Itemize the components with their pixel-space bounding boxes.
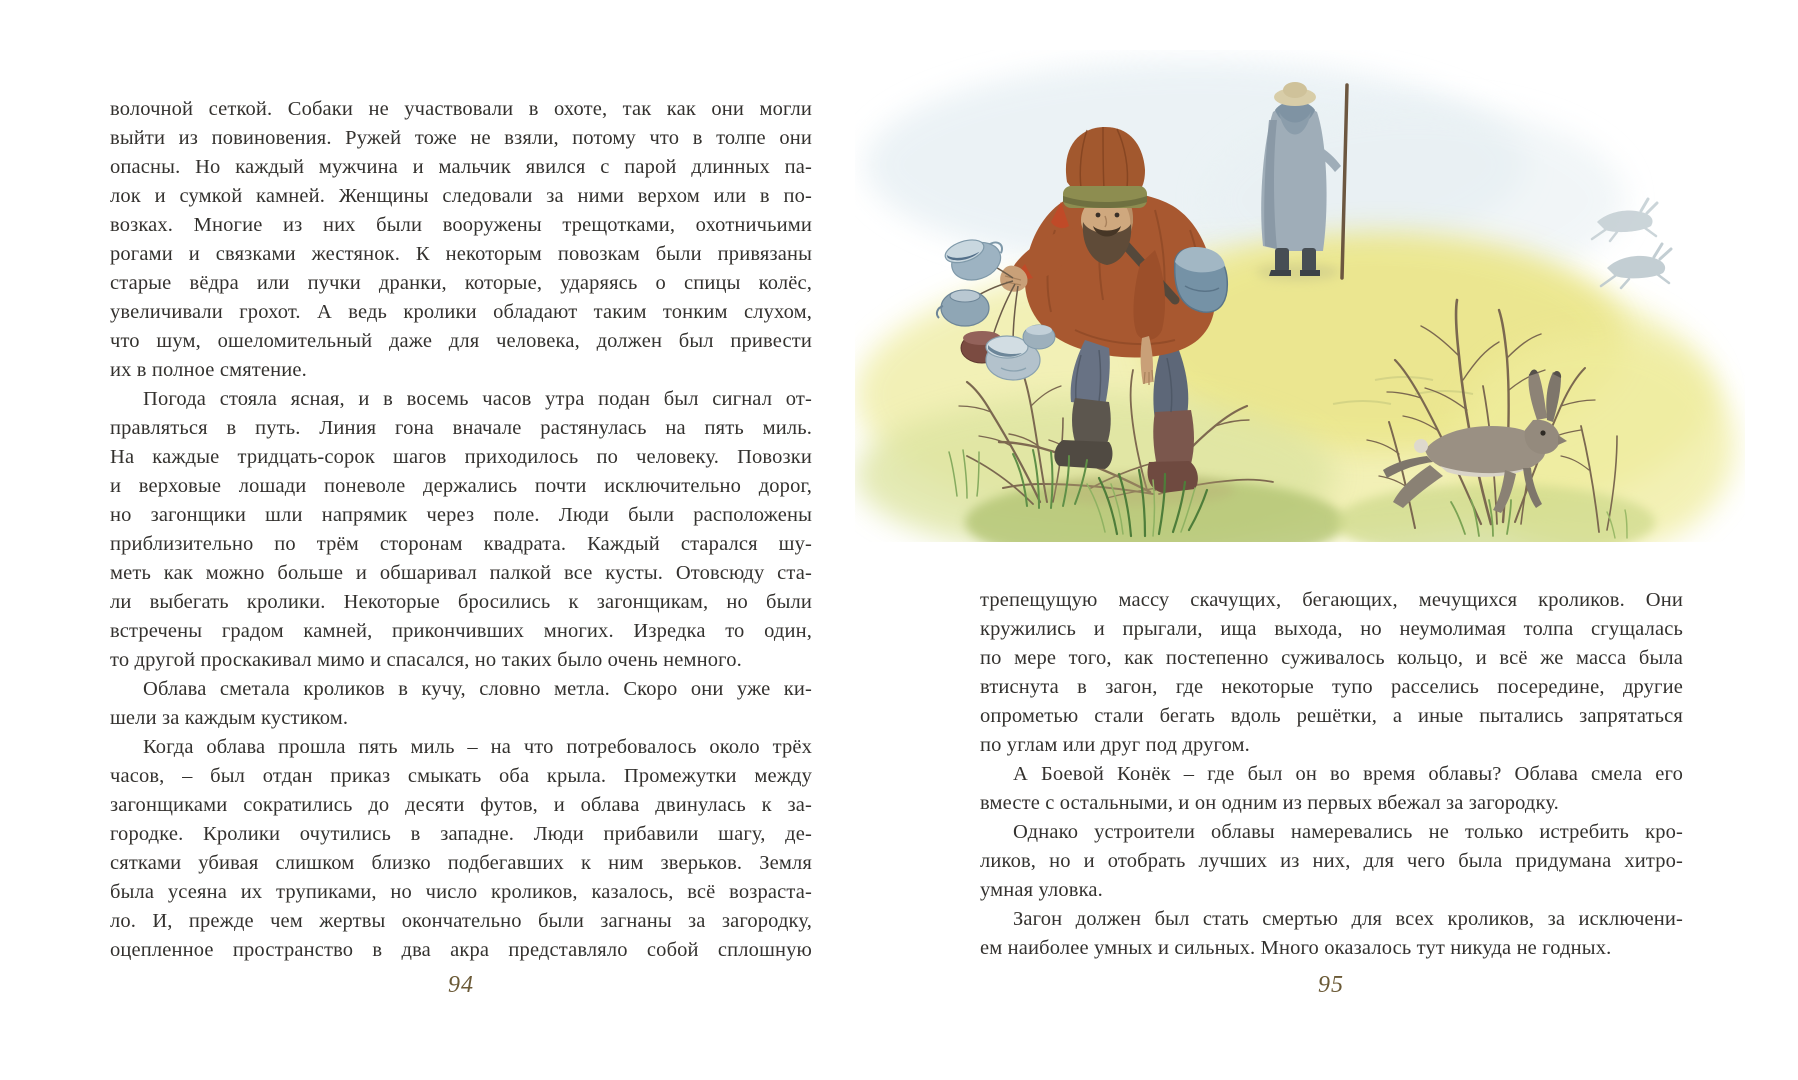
text-line: На каждые тридцать-сорок шагов приходилось по человеку. Повозки [110, 446, 812, 468]
text-line: возках. Многие из них были вооружены трещотками, охотничьими [110, 214, 812, 236]
page-number-left: 94 [448, 972, 474, 998]
text-line: что шум, ошеломительный даже для человека, должен был привести [110, 330, 812, 352]
text-line: загонщиками сократились до десяти футов, и облава двинулась к за- [110, 794, 812, 816]
text-line: городке. Кролики очутились в западне. Люди прибавили шагу, де- [110, 823, 812, 845]
illustration-rabbit-drive [855, 50, 1745, 542]
text-line: ло. И, прежде чем жертвы окончательно были загнаны за загородку, [110, 910, 812, 932]
text-line: волочной сеткой. Собаки не участвовали в охоте, так как они могли [110, 98, 812, 120]
right-page-text [980, 586, 1683, 963]
text-line: опасны. Но каждый мужчина и мальчик явился с парой длинных па- [110, 156, 812, 178]
text-line: но загонщики шли напрямик через поле. Люди были расположены [110, 504, 812, 526]
text-line: по углам или друг под другом. [980, 734, 1250, 756]
text-line: А Боевой Конёк – где был он во время облавы? Облава смела его [1013, 763, 1683, 785]
page-number-right: 95 [1318, 972, 1344, 998]
text-line: правляться в путь. Линия гона вначале растянулась на пять миль. [110, 417, 812, 439]
text-line: втиснута в загон, где некоторые тупо расселись посередине, другие [980, 676, 1683, 698]
text-line: ликов, но и отобрать лучших из них, для чего была придумана хитро- [980, 850, 1683, 872]
text-line: была усеяна их трупиками, но число кроликов, казалось, всё возраста- [110, 881, 812, 903]
text-line: сятками убивая слишком близко подбегавших к ним зверьков. Земля [110, 852, 812, 874]
text-line: Погода стояла ясная, и в восемь часов утра подан был сигнал от- [143, 388, 812, 410]
text-line: их в полное смятение. [110, 359, 307, 381]
text-line: Когда облава прошла пять миль – на что потребовалось около трёх [143, 736, 812, 758]
text-line: и верховые лошади поневоле держались почти исключительно дорог, [110, 475, 812, 497]
text-line: увеличивали грохот. А ведь кролики обладают таким тонким слухом, [110, 301, 812, 323]
text-line: старые вёдра или пучки дранки, которые, ударяясь о спицы колёс, [110, 272, 812, 294]
text-line: вместе с остальными, и он одним из первых вбежал за загородку. [980, 792, 1559, 814]
text-line: рогами и связками жестянок. К некоторым повозкам были привязаны [110, 243, 812, 265]
text-line: ем наиболее умных и сильных. Много оказалось тут никуда не годных. [980, 937, 1612, 959]
text-line: меть как можно больше и обшаривал палкой все кусты. Отовсюду ста- [110, 562, 812, 584]
text-line: Облава сметала кроликов в кучу, словно метла. Скоро они уже ки- [143, 678, 812, 700]
text-line: умная уловка. [980, 879, 1103, 901]
text-line: трепещущую массу скачущих, бегающих, мечущихся кроликов. Они [980, 589, 1683, 611]
text-line: выйти из повиновения. Ружей тоже не взяли, потому что в толпе они [110, 127, 812, 149]
text-line: оцепленное пространство в два акра представляло собой сплошную [110, 939, 812, 961]
text-line: часов, – был отдан приказ смыкать оба крыла. Промежутки между [110, 765, 812, 787]
text-line: встречены градом камней, прикончивших многих. Изредка то один, [110, 620, 812, 642]
text-line: Загон должен был стать смертью для всех кроликов, за исключени- [1013, 908, 1683, 930]
left-page-text [110, 95, 812, 965]
text-line: по мере того, как постепенно суживалось кольцо, и всё же масса была [980, 647, 1683, 669]
text-line: лок и сумкой камней. Женщины следовали за ними верхом или в по- [110, 185, 812, 207]
text-line: ли выбегать кролики. Некоторые бросились к загонщикам, но были [110, 591, 812, 613]
text-line: Однако устроители облавы намеревались не только истребить кро- [1013, 821, 1683, 843]
text-line: то другой проскакивал мимо и спасался, но таких было очень немного. [110, 649, 742, 671]
text-line: приблизительно по трём сторонам квадрата. Каждый старался шу- [110, 533, 812, 555]
text-line: опрометью стали бегать вдоль решётки, а иные пытались запрятаться [980, 705, 1683, 727]
text-line: кружились и прыгали, ища выхода, но неумолимая толпа сгущалась [980, 618, 1683, 640]
text-line: шели за каждым кустиком. [110, 707, 349, 729]
